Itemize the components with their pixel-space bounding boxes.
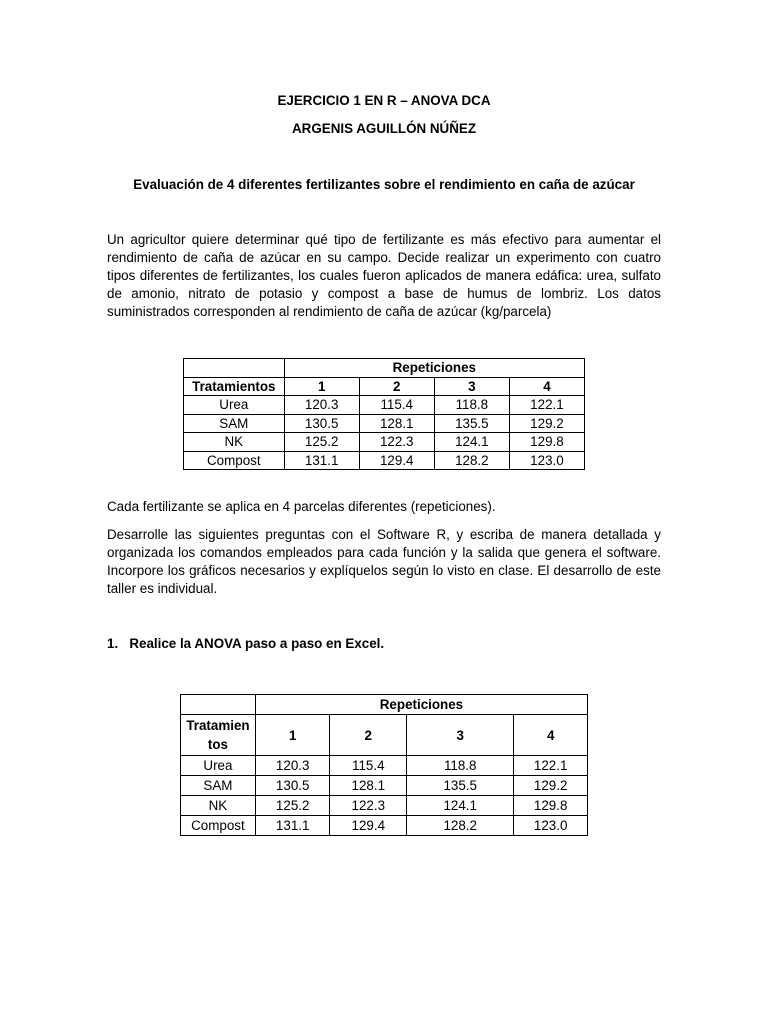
table-row (181, 756, 588, 776)
column-header: 1 (284, 377, 359, 396)
table-row (184, 414, 585, 433)
column-header: 1 (255, 715, 330, 756)
question-text: Realice la ANOVA paso a paso en Excel. (129, 636, 385, 651)
table-cell: 123.0 (514, 816, 588, 836)
table-cell: 135.5 (434, 414, 509, 433)
row-label: SAM (181, 776, 256, 796)
row-label: Urea (181, 756, 256, 776)
column-header: 2 (359, 377, 434, 396)
table-corner (184, 359, 285, 378)
question-1 (107, 636, 384, 651)
table-cell: 115.4 (359, 396, 434, 415)
column-header: 3 (434, 377, 509, 396)
group-header: Repeticiones (284, 359, 584, 378)
table-cell: 123.0 (509, 451, 584, 470)
table-cell: 129.8 (509, 433, 584, 452)
table-row (181, 796, 588, 816)
note-paragraph: Cada fertilizante se aplica en 4 parcelas diferentes (repeticiones). (107, 499, 496, 514)
table-row (181, 776, 588, 796)
intro-paragraph: Un agricultor quiere determinar qué tipo de fertilizante es más efectivo para aumentar el rendimiento de caña de azúcar en su campo. Decide realizar un experimento con cuatro tipos diferentes de fertilizantes, los cuales fueron aplicados de manera edáfica: urea, sulfato de amonio, nitrato de potasio y compost a base de humus de lombriz. Los datos suministrados corresponden al rendimiento de caña de azúcar (kg/parcela) (107, 232, 661, 319)
column-header: 4 (514, 715, 588, 756)
column-header: 3 (407, 715, 514, 756)
table-cell: 128.1 (359, 414, 434, 433)
row-label: NK (184, 433, 285, 452)
column-header: 4 (509, 377, 584, 396)
table-cell: 129.8 (514, 796, 588, 816)
table-cell: 122.1 (514, 756, 588, 776)
table-cell: 129.2 (509, 414, 584, 433)
row-header: Tratamientos (184, 377, 285, 396)
table-row (184, 451, 585, 470)
table-row (184, 433, 585, 452)
table-cell: 128.1 (330, 776, 407, 796)
row-label: Urea (184, 396, 285, 415)
row-label: NK (181, 796, 256, 816)
table-cell: 130.5 (284, 414, 359, 433)
table-cell: 122.3 (359, 433, 434, 452)
table-cell: 128.2 (434, 451, 509, 470)
row-label: Compost (181, 816, 256, 836)
document-subtitle: Evaluación de 4 diferentes fertilizantes sobre el rendimiento en caña de azúcar (133, 177, 635, 192)
table-cell: 135.5 (407, 776, 514, 796)
table-cell: 118.8 (407, 756, 514, 776)
table-cell: 131.1 (284, 451, 359, 470)
table-cell: 131.1 (255, 816, 330, 836)
table-cell: 125.2 (284, 433, 359, 452)
document-author: ARGENIS AGUILLÓN NÚÑEZ (292, 121, 476, 136)
row-label: Compost (184, 451, 285, 470)
row-header-line: Tratamien (186, 718, 250, 733)
table-cell: 120.3 (284, 396, 359, 415)
group-header: Repeticiones (255, 695, 587, 715)
table-row (184, 396, 585, 415)
table-cell: 115.4 (330, 756, 407, 776)
table-corner (181, 695, 256, 715)
data-table-1 (183, 358, 585, 470)
row-header-line: tos (207, 737, 228, 752)
table-cell: 124.1 (407, 796, 514, 816)
document-title: EJERCICIO 1 EN R – ANOVA DCA (277, 93, 491, 108)
table-cell: 120.3 (255, 756, 330, 776)
table-cell: 129.4 (330, 816, 407, 836)
table-cell: 124.1 (434, 433, 509, 452)
row-header (181, 715, 256, 756)
table-cell: 125.2 (255, 796, 330, 816)
question-number: 1. (107, 636, 119, 651)
table-cell: 128.2 (407, 816, 514, 836)
table-cell: 118.8 (434, 396, 509, 415)
table-cell: 129.4 (359, 451, 434, 470)
column-header: 2 (330, 715, 407, 756)
table-cell: 129.2 (514, 776, 588, 796)
table-row (181, 816, 588, 836)
table-cell: 122.3 (330, 796, 407, 816)
data-table-2 (180, 694, 588, 836)
row-label: SAM (184, 414, 285, 433)
table-cell: 130.5 (255, 776, 330, 796)
table-cell: 122.1 (509, 396, 584, 415)
instructions-paragraph: Desarrolle las siguientes preguntas con el Software R, y escriba de manera detallada y organizada los comandos empleados para cada función y la salida que genera el software. Incorpore los gráficos necesarios y explíquelos según lo visto en clase. El desarrollo de este taller es individual. (107, 527, 661, 596)
